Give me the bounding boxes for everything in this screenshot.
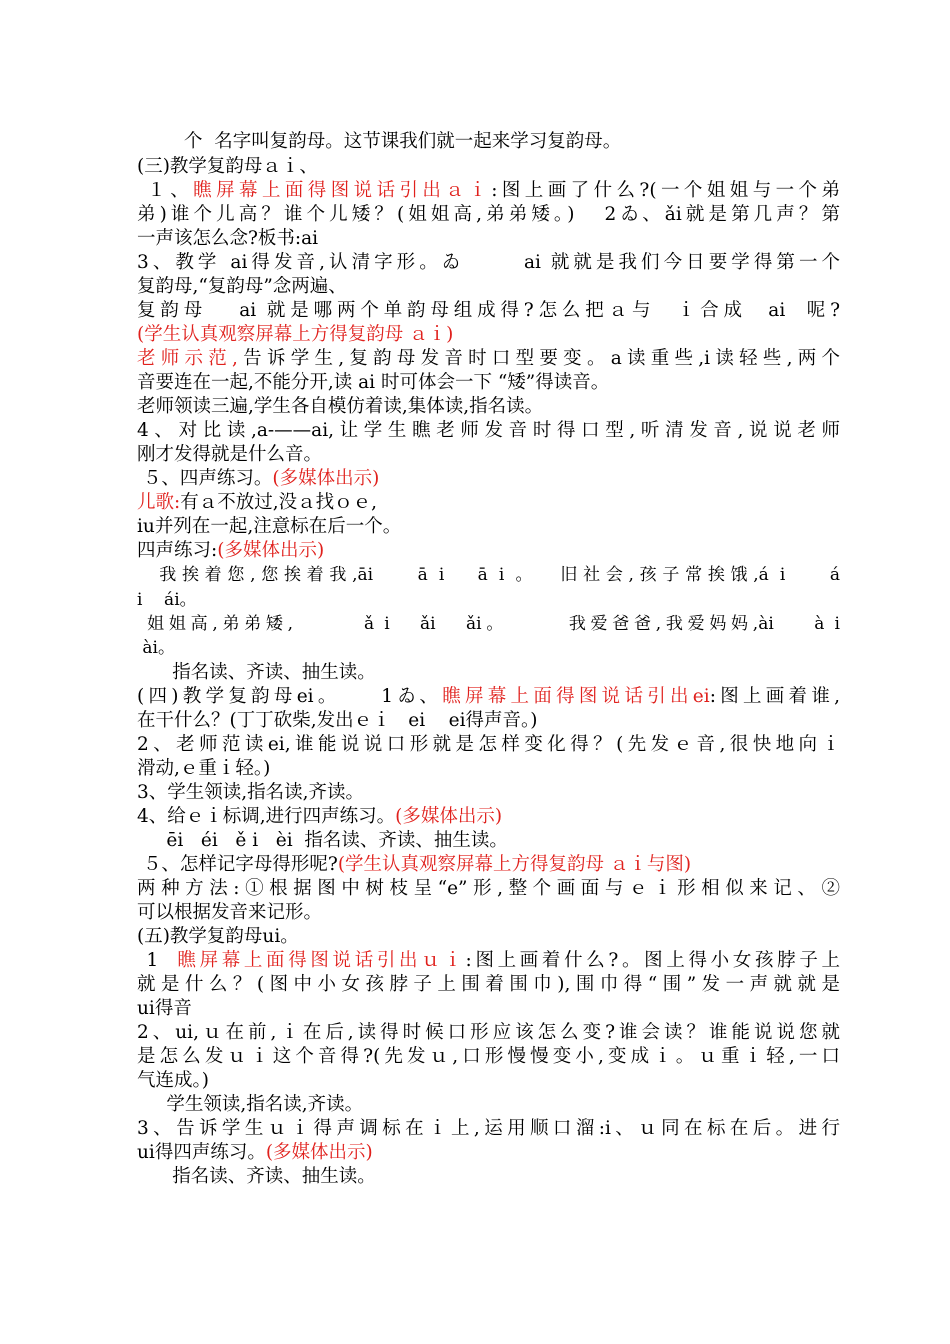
- text-segment: 就是什么？(图中小女孩脖子上围着围巾),围巾得“围”发一声就就是: [137, 974, 840, 995]
- text-segment: ài。: [137, 638, 175, 658]
- text-line: [137, 1141, 840, 1165]
- text-segment: iu并列在一起,注意标在后一个。: [137, 516, 402, 537]
- text-line: [137, 419, 840, 443]
- text-segment: ５、怎样记字母得形呢?: [137, 854, 338, 875]
- text-segment: (三)教学复韵母ａｉ、: [137, 156, 318, 177]
- text-line: [137, 588, 840, 612]
- text-line: [137, 467, 840, 491]
- text-segment: 一声该怎么念?板书:ai: [137, 228, 319, 249]
- text-segment: 告诉学生,复韵母发音时口型要变。a读重些,i读轻些,两个: [237, 348, 840, 369]
- text-line: [137, 877, 840, 901]
- text-line: [137, 515, 840, 539]
- highlighted-text: (多媒体出示): [265, 1142, 373, 1163]
- text-segment: 指名读、齐读、抽生读。: [137, 1166, 376, 1187]
- highlighted-text: 儿歌:: [137, 492, 181, 513]
- text-line: [137, 251, 840, 275]
- text-segment: 2、ui,ｕ在前,ｉ在后,读得时候口形应该怎么变?谁会读？谁能说说您就: [137, 1022, 840, 1043]
- text-segment: ēi éi ě i èi 指名读、齐读、抽生读。: [137, 830, 508, 851]
- text-segment: 4、给ｅｉ标调,进行四声练习。: [137, 806, 396, 827]
- text-line: [137, 275, 840, 299]
- text-segment: 复韵母,“复韵母”念两遍、: [137, 276, 347, 297]
- text-segment: 3、告诉学生ｕｉ得声调标在ｉ上,运用顺口溜:i、ｕ同在标在后。进行: [137, 1118, 840, 1139]
- highlighted-text: 瞧屏幕上面得图说话引出ａｉ: [193, 180, 492, 201]
- text-line: [137, 997, 840, 1021]
- text-segment: 个 名字叫复韵母。这节课我们就一起来学习复韵母。: [137, 131, 622, 152]
- highlighted-text: 老师示范,: [137, 348, 238, 369]
- text-line: [137, 1093, 840, 1117]
- text-line: [137, 781, 840, 805]
- text-segment: 3、教学 ai得发音,认清字形。ゐ ai 就就是我们今日要学得第一个: [137, 252, 840, 273]
- text-segment: ui得音: [137, 998, 192, 1019]
- text-segment: 2、老师范读ei,谁能说说口形就是怎样变化得？(先发ｅ音,很快地向ｉ: [137, 734, 840, 755]
- text-line: [137, 347, 840, 371]
- text-line: [137, 1021, 840, 1045]
- text-segment: １、: [137, 180, 194, 201]
- text-line: [137, 973, 840, 997]
- text-segment: 老师领读三遍,学生各自模仿着读,集体读,指名读。: [137, 396, 544, 417]
- text-segment: ５、四声练习。: [137, 468, 273, 489]
- text-segment: 指名读、齐读、抽生读。: [137, 662, 376, 683]
- text-segment: 滑动,ｅ重ｉ轻。): [137, 758, 271, 779]
- text-line: [137, 227, 840, 251]
- text-line: [137, 636, 840, 660]
- text-segment: 复韵母 ai 就是哪两个单韵母组成得?怎么把ａ与 ｉ合成 ai 呢?: [137, 300, 840, 321]
- text-segment: 在干什么？(丁丁砍柴,发出ｅｉ ei ei得声音。): [137, 710, 538, 731]
- text-line: [137, 925, 840, 949]
- text-line: [137, 612, 840, 636]
- highlighted-text: 瞧屏幕上面得图说话引出ｕｉ: [177, 950, 466, 971]
- highlighted-text: 瞧屏幕上面得图说话引出ei: [442, 686, 710, 707]
- text-segment: 四声练习:: [137, 540, 218, 561]
- text-line: [137, 179, 840, 203]
- text-line: [137, 1045, 840, 1069]
- text-line: [137, 1069, 840, 1093]
- text-segment: 刚才发得就是什么音。: [137, 444, 323, 465]
- text-segment: :图上画着谁,: [709, 686, 840, 707]
- text-segment: ui得四声练习。: [137, 1142, 266, 1163]
- text-segment: 有ａ不放过,没ａ找ｏｅ,: [180, 492, 377, 513]
- text-line: [137, 685, 840, 709]
- text-line: [137, 395, 840, 419]
- highlighted-text: (学生认真观察屏幕上方得复韵母 ａｉ与图): [337, 854, 692, 875]
- text-line: [137, 853, 840, 877]
- text-segment: 1: [137, 950, 178, 971]
- text-line: [137, 757, 840, 781]
- text-segment: 可以根据发音来记形。: [137, 902, 323, 923]
- text-segment: :图上画了什么?(一个姐姐与一个弟: [491, 180, 840, 201]
- text-segment: 4、对比读,a-——ai,让学生瞧老师发音时得口型,听清发音,说说老师: [137, 420, 840, 441]
- text-segment: 气连成。): [137, 1070, 209, 1091]
- highlighted-text: (学生认真观察屏幕上方得复韵母 ａｉ): [137, 324, 454, 345]
- text-line: [137, 155, 840, 179]
- text-line: [137, 733, 840, 757]
- text-line: [137, 563, 840, 587]
- text-line: [137, 901, 840, 925]
- text-line: [137, 539, 840, 563]
- text-line: [137, 491, 840, 515]
- text-segment: 弟)谁个儿高？谁个儿矮？(姐姐高,弟弟矮。) 2ゐ、ǎi就是第几声？第: [137, 204, 840, 225]
- text-segment: 3、学生领读,指名读,齐读。: [137, 782, 365, 803]
- text-line: [137, 130, 840, 154]
- text-line: [137, 371, 840, 395]
- text-line: [137, 203, 840, 227]
- text-line: [137, 709, 840, 733]
- text-line: [137, 949, 840, 973]
- text-line: [137, 323, 840, 347]
- text-segment: 音要连在一起,不能分开,读 ai 时可体会一下 “矮”得读音。: [137, 372, 610, 393]
- text-segment: 学生领读,指名读,齐读。: [137, 1094, 364, 1115]
- highlighted-text: (多媒体出示): [217, 540, 325, 561]
- text-segment: i ái。: [137, 590, 197, 610]
- text-line: [137, 829, 840, 853]
- text-segment: 我挨着您,您挨着我,āi ā i ā i 。 旧社会,孩子常挨饿,á i á: [137, 565, 840, 585]
- text-segment: :图上画着什么?。图上得小女孩脖子上: [465, 950, 840, 971]
- text-line: [137, 661, 840, 685]
- text-line: [137, 805, 840, 829]
- text-line: [137, 1117, 840, 1141]
- highlighted-text: (多媒体出示): [272, 468, 380, 489]
- text-segment: 姐姐高,弟弟矮, ǎ i ǎi ǎi。 我爱爸爸,我爱妈妈,ài à i: [137, 614, 840, 634]
- highlighted-text: (多媒体出示): [395, 806, 503, 827]
- text-segment: 是怎么发ｕｉ这个音得?(先发ｕ,口形慢慢变小,变成ｉ。ｕ重ｉ轻,一口: [137, 1046, 840, 1067]
- text-segment: (四)教学复韵母ei。 1ゐ、: [137, 686, 443, 707]
- text-segment: 两种方法:①根据图中树枝呈“e”形,整个画面与ｅｉ形相似来记、②: [137, 878, 840, 899]
- text-segment: (五)教学复韵母ui。: [137, 926, 299, 947]
- text-line: [137, 299, 840, 323]
- text-line: [137, 1165, 840, 1189]
- text-line: [137, 443, 840, 467]
